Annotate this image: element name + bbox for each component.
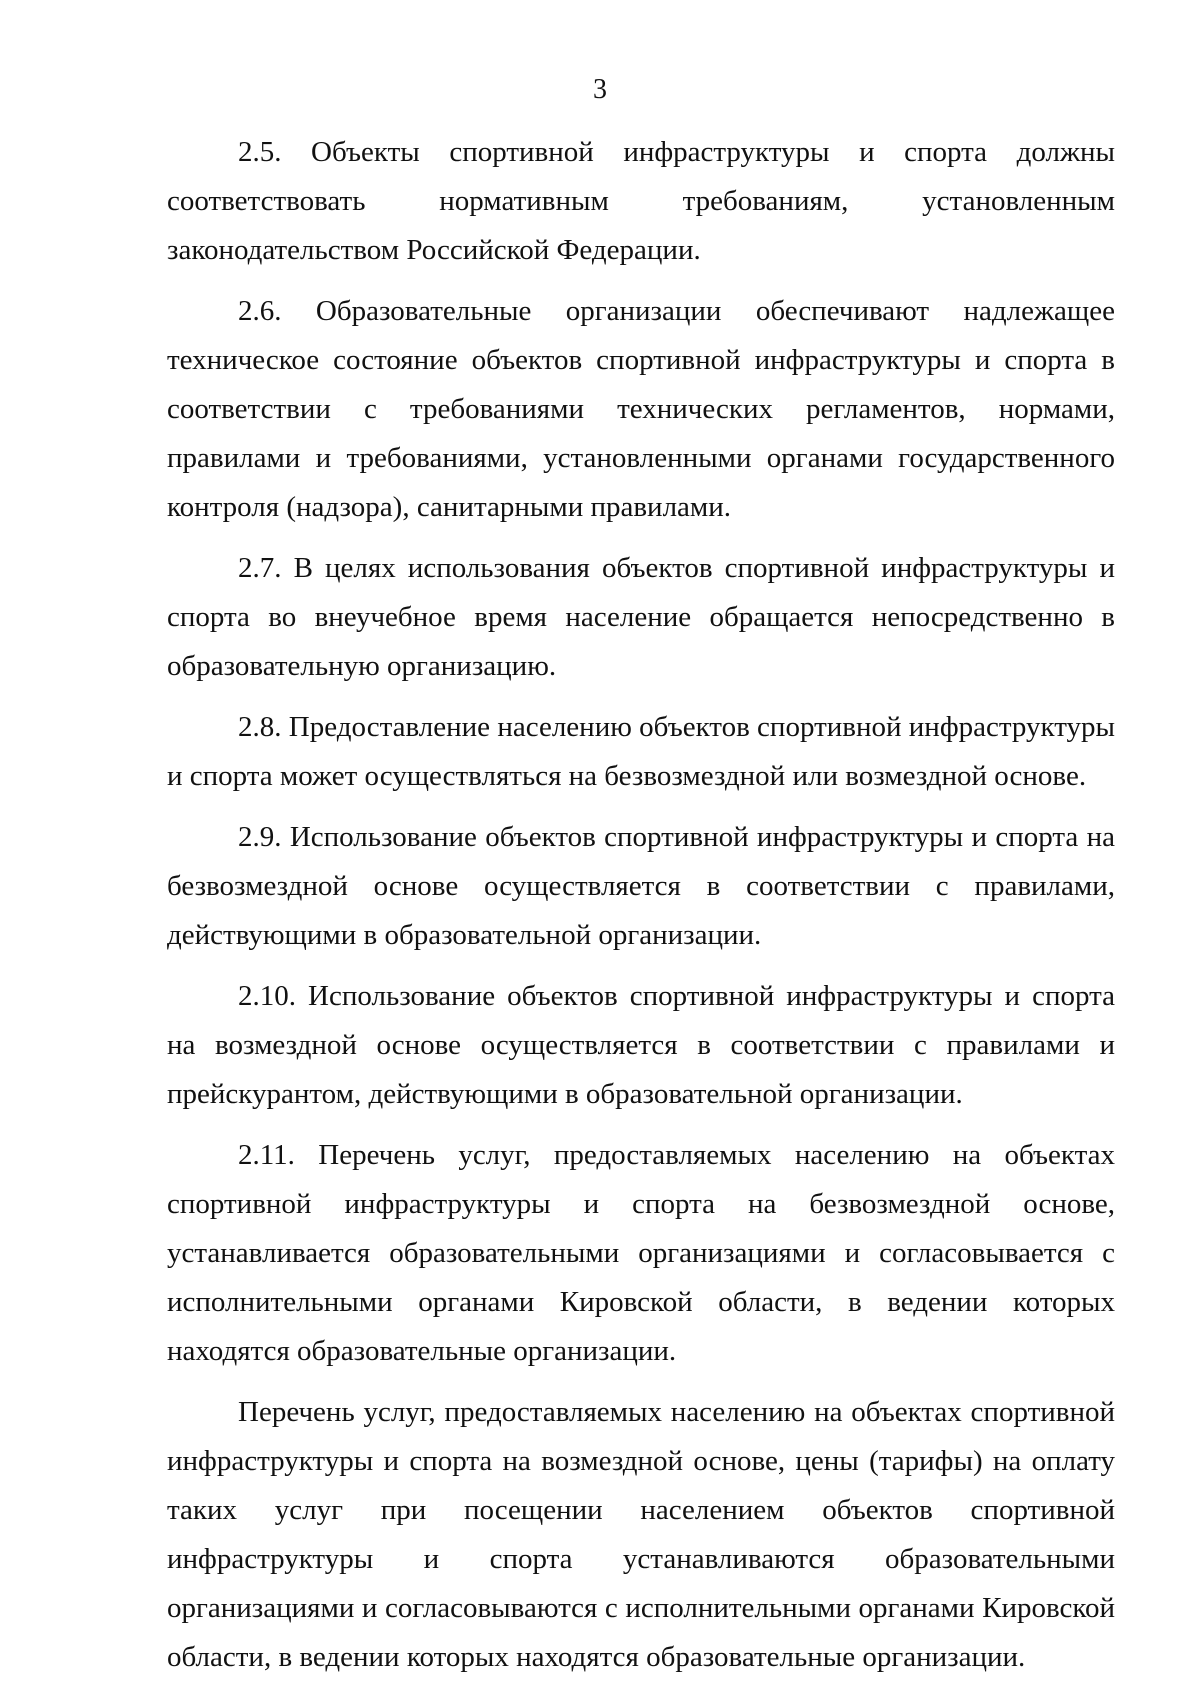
paragraph-paid-services: Перечень услуг, предоставляемых населению на объектах спортивной инфраструктуры и спорта на возмездной основе, цены (тарифы) на оплату таких услуг при посещении населением объектов спортивной инфраструктуры и спорта устанавливаются образовательными организациями и согласовываются с исполнительными органами Кировской области, в ведении которых находятся образовательные организации. bbox=[167, 1396, 1115, 1673]
paragraph-2-7: 2.7. В целях использования объектов спортивной инфраструктуры и спорта во внеучебное время население обращается непосредственно в образовательную организацию. bbox=[167, 552, 1115, 682]
paragraph-2-10: 2.10. Использование объектов спортивной инфраструктуры и спорта на возмездной основе осуществляется в соответствии с правилами и прейскурантом, действующими в образовательной организации. bbox=[167, 980, 1115, 1110]
document-body bbox=[167, 128, 1115, 1682]
paragraph-2-9: 2.9. Использование объектов спортивной инфраструктуры и спорта на безвозмездной основе осуществляется в соответствии с правилами, действующими в образовательной организации. bbox=[167, 821, 1115, 951]
paragraph-2-8: 2.8. Предоставление населению объектов спортивной инфраструктуры и спорта может осуществляться на безвозмездной или возмездной основе. bbox=[167, 711, 1115, 792]
paragraph-2-6: 2.6. Образовательные организации обеспечивают надлежащее техническое состояние объектов спортивной инфраструктуры и спорта в соответствии с требованиями технических регламентов, нормами, правилами и требованиями, установленными органами государственного контроля (надзора), санитарными правилами. bbox=[167, 295, 1115, 523]
paragraph-2-11: 2.11. Перечень услуг, предоставляемых населению на объектах спортивной инфраструктуры и спорта на безвозмездной основе, устанавливается образовательными организациями и согласовывается с исполнительными органами Кировской области, в ведении которых находятся образовательные организации. bbox=[167, 1139, 1115, 1367]
page-number: 3 bbox=[593, 74, 607, 105]
paragraph-2-5: 2.5. Объекты спортивной инфраструктуры и спорта должны соответствовать нормативным требованиям, установленным законодательством Российской Федерации. bbox=[167, 136, 1115, 266]
